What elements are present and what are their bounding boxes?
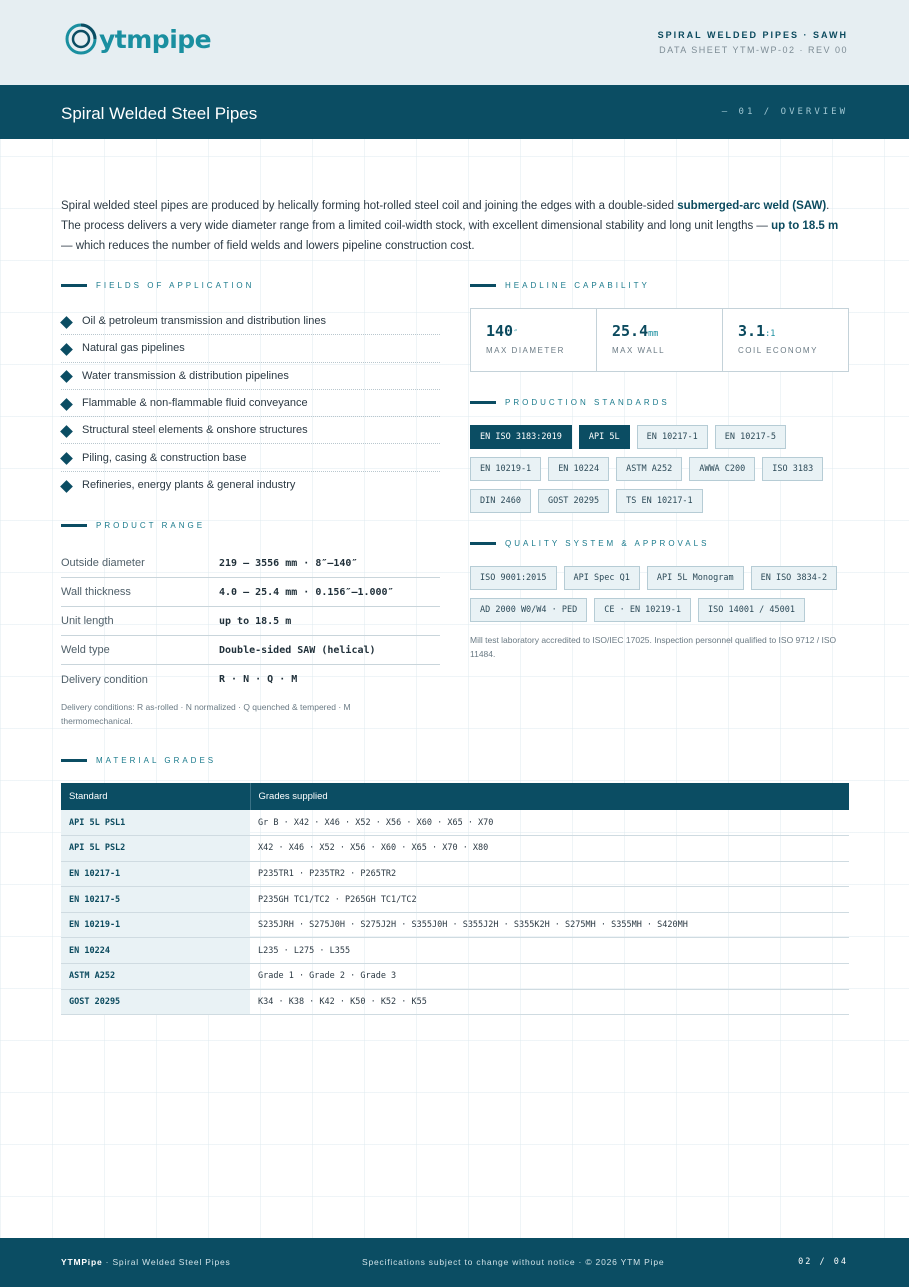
capability-value [612, 322, 722, 340]
standard-cell: EN 10217-5 [61, 887, 250, 913]
capability-card [471, 309, 597, 371]
list-item [61, 472, 440, 499]
standard-chip: ISO 3183 [762, 457, 823, 481]
delivery-note: Delivery conditions: R as-rolled · N normalized · Q quenched & tempered · M thermomechanical. [61, 702, 351, 726]
approval-chip: ISO 14001 / 45001 [698, 598, 805, 622]
capability-card [597, 309, 723, 371]
capability-value [738, 322, 848, 340]
list-item [61, 444, 440, 471]
diamond-bullet-icon [60, 425, 73, 438]
list-item-label: Flammable & non-flammable fluid conveyance [82, 397, 308, 410]
grades-cell: P235GH TC1/TC2 · P265GH TC1/TC2 [250, 887, 849, 913]
heading-bar [470, 401, 496, 404]
list-item-label: Refineries, energy plants & general industry [82, 479, 296, 492]
intro-highlight-length: up to 18.5 m [771, 220, 839, 232]
capability-heading-label: HEADLINE CAPABILITY [505, 281, 650, 290]
standard-chip: ASTM A252 [616, 457, 682, 481]
footer-doc-name: · Spiral Welded Steel Pipes [102, 1257, 231, 1267]
capability-number: 140 [486, 322, 514, 340]
capability-number: 25.4 [612, 322, 649, 340]
capability-panel [470, 308, 849, 372]
table-row [61, 989, 849, 1015]
standard-chip: API 5L [579, 425, 630, 449]
diamond-bullet-icon [60, 398, 73, 411]
column-header-standard: Standard [61, 783, 250, 810]
standard-chip: EN 10224 [548, 457, 609, 481]
grades-cell: K34 · K38 · K42 · K50 · K52 · K55 [250, 989, 849, 1015]
capability-heading [470, 281, 650, 290]
approval-chip: API Spec Q1 [564, 566, 640, 590]
column-header-grades: Grades supplied [250, 783, 849, 810]
page-footer [0, 1238, 909, 1287]
range-value: Double-sided SAW (helical) [219, 644, 376, 656]
capability-number: 3.1 [738, 322, 766, 340]
applications-heading-label: FIELDS OF APPLICATION [96, 281, 255, 290]
standard-cell: EN 10217-1 [61, 861, 250, 887]
list-item [61, 363, 440, 390]
footer-disclaimer: Specifications subject to change without notice · © 2026 YTM Pipe [362, 1257, 665, 1267]
standard-cell: API 5L PSL1 [61, 810, 250, 836]
section-tag: — 01 / OVERVIEW [721, 107, 848, 117]
grades-table [61, 783, 849, 1015]
logo-text: ytmpipe [99, 24, 212, 54]
quality-note: Mill test laboratory accredited to ISO/IEC 17025. Inspection personnel qualified to ISO 9712 / ISO 11484. [470, 635, 837, 659]
heading-bar [61, 759, 87, 762]
grades-cell: L235 · L275 · L355 [250, 938, 849, 964]
heading-bar [470, 284, 496, 287]
standard-cell: GOST 20295 [61, 989, 250, 1015]
standard-cell: EN 10219-1 [61, 912, 250, 938]
quality-heading [470, 539, 709, 548]
list-item-label: Piling, casing & construction base [82, 451, 247, 464]
page-title: Spiral Welded Steel Pipes [61, 104, 258, 123]
company-logo [64, 22, 211, 56]
intro-paragraph [61, 196, 849, 256]
heading-bar [61, 524, 87, 527]
range-value: 4.0 – 25.4 mm · 0.156″–1.000″ [219, 586, 394, 598]
page-number: 02 / 04 [798, 1257, 848, 1267]
grades-cell: Grade 1 · Grade 2 · Grade 3 [250, 964, 849, 990]
doc-reference: DATA SHEET YTM-WP-02 · REV 00 [659, 45, 848, 55]
approval-chip: API 5L Monogram [647, 566, 744, 590]
list-item-label: Oil & petroleum transmission and distribution lines [82, 315, 326, 328]
standards-heading-label: PRODUCTION STANDARDS [505, 398, 670, 407]
table-row [61, 964, 849, 990]
approval-chip: EN ISO 3834-2 [751, 566, 838, 590]
intro-highlight-saw: submerged-arc weld (SAW) [677, 200, 827, 212]
approval-chip: ISO 9001:2015 [470, 566, 557, 590]
capability-unit: :1 [765, 329, 776, 339]
capability-value [486, 322, 596, 340]
range-row [61, 549, 440, 578]
standard-chip: EN ISO 3183:2019 [470, 425, 572, 449]
range-value: 219 – 3556 mm · 8″–140″ [219, 557, 358, 569]
approval-chip: AD 2000 W0/W4 · PED [470, 598, 587, 622]
doc-title: SPIRAL WELDED PIPES · SAWH [657, 30, 848, 40]
table-row [61, 810, 849, 836]
list-item-label: Water transmission & distribution pipelines [82, 369, 289, 382]
heading-bar [61, 284, 87, 287]
standard-chip: AWWA C200 [689, 457, 755, 481]
range-label: Wall thickness [61, 586, 131, 598]
pipe-logo-icon [64, 22, 98, 56]
grades-cell: X42 · X46 · X52 · X56 · X60 · X65 · X70 · X80 [250, 836, 849, 862]
range-label: Delivery condition [61, 673, 148, 686]
diamond-bullet-icon [60, 316, 73, 329]
quality-heading-label: QUALITY SYSTEM & APPROVALS [505, 539, 710, 548]
list-item-label: Structural steel elements & onshore structures [82, 424, 308, 437]
approval-chip: CE · EN 10219-1 [594, 598, 691, 622]
capability-label: COIL ECONOMY [738, 346, 818, 355]
grades-cell: P235TR1 · P235TR2 · P265TR2 [250, 861, 849, 887]
list-item [61, 390, 440, 417]
standards-chips [470, 425, 850, 513]
range-row [61, 636, 440, 665]
intro-text-1: Spiral welded steel pipes are produced by helically forming hot-rolled steel coil and joining the edges with a double-sided [61, 200, 678, 212]
range-row [61, 665, 440, 694]
standards-heading [470, 398, 670, 407]
range-label: Unit length [61, 615, 114, 627]
product-range-table [61, 549, 440, 694]
standard-chip: DIN 2460 [470, 489, 531, 513]
standard-chip: EN 10217-1 [637, 425, 708, 449]
list-item [61, 335, 440, 362]
capability-unit: mm [648, 329, 659, 339]
range-heading-label: PRODUCT RANGE [96, 521, 206, 530]
diamond-bullet-icon [60, 480, 73, 493]
applications-list [61, 308, 440, 499]
table-row [61, 861, 849, 887]
range-label: Outside diameter [61, 557, 145, 569]
standard-chip: EN 10217-5 [715, 425, 786, 449]
footer-brand [61, 1257, 231, 1267]
list-item [61, 417, 440, 444]
table-row [61, 836, 849, 862]
table-row [61, 887, 849, 913]
standard-chip: EN 10219-1 [470, 457, 541, 481]
list-item-label: Natural gas pipelines [82, 342, 185, 355]
range-value: up to 18.5 m [219, 615, 292, 627]
footer-brand-name: YTMPipe [61, 1257, 103, 1267]
table-header-row [61, 783, 849, 810]
grades-heading-label: MATERIAL GRADES [96, 756, 217, 765]
capability-label: MAX DIAMETER [486, 346, 565, 355]
capability-card [723, 309, 848, 371]
diamond-bullet-icon [60, 370, 73, 383]
list-item [61, 308, 440, 335]
standard-cell: EN 10224 [61, 938, 250, 964]
diamond-bullet-icon [60, 452, 73, 465]
diamond-bullet-icon [60, 343, 73, 356]
capability-unit: ″ [513, 329, 519, 339]
table-row [61, 912, 849, 938]
grades-heading [61, 756, 216, 765]
heading-bar [470, 542, 496, 545]
intro-text-2: . The process delivers a very wide diameter range from a limited coil-width stock, with excellent dimensional stability and long unit lengths — [61, 200, 830, 232]
grades-cell: S235JRH · S275J0H · S275J2H · S355J0H · S355J2H · S355K2H · S275MH · S355MH · S420MH [250, 912, 849, 938]
standard-cell: ASTM A252 [61, 964, 250, 990]
table-row [61, 938, 849, 964]
applications-heading [61, 281, 254, 290]
range-row [61, 607, 440, 636]
range-row [61, 578, 440, 607]
range-label: Weld type [61, 644, 110, 656]
standard-cell: API 5L PSL2 [61, 836, 250, 862]
quality-chips [470, 566, 850, 622]
page-header [0, 0, 909, 85]
grades-cell: Gr B · X42 · X46 · X52 · X56 · X60 · X65 · X70 [250, 810, 849, 836]
range-heading [61, 521, 205, 530]
capability-label: MAX WALL [612, 346, 666, 355]
range-value: R · N · Q · M [219, 674, 298, 685]
standard-chip: GOST 20295 [538, 489, 609, 513]
standard-chip: TS EN 10217-1 [616, 489, 703, 513]
intro-text-3: — which reduces the number of field welds and lowers pipeline construction cost. [61, 240, 475, 252]
title-banner [0, 85, 909, 139]
